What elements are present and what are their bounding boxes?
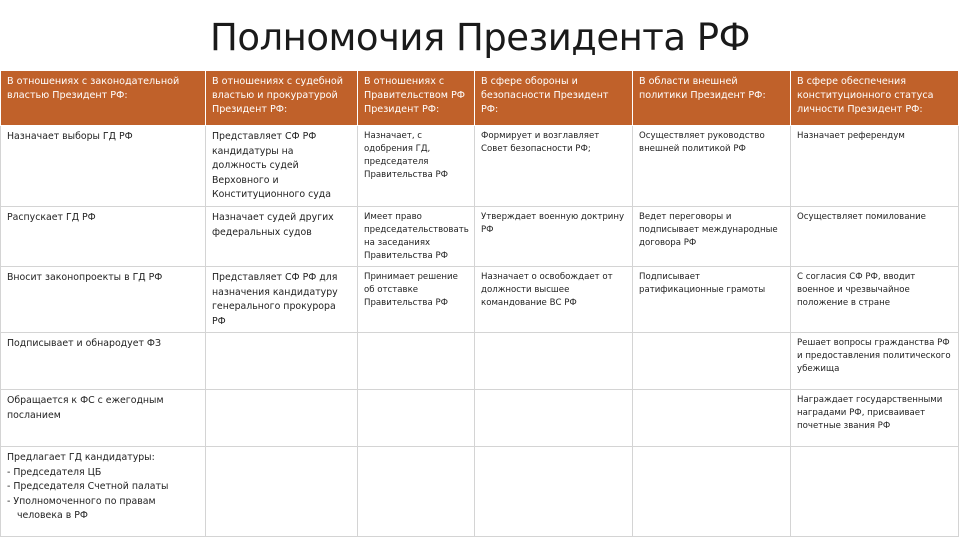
header-foreign-policy: В области внешней политики Президент РФ: (633, 71, 791, 126)
header-government: В отношениях с Правительством РФ Президент РФ: (358, 71, 475, 126)
table-cell: С согласия СФ РФ, вводит военное и чрезвычайное положение в стране (791, 267, 959, 333)
table-cell: Подписывает и обнародует ФЗ (1, 333, 206, 390)
table-cell (475, 333, 633, 390)
table-cell: Награждает государственными наградами РФ, присваивает почетные звания РФ (791, 390, 959, 447)
header-legislative: В отношениях с законодательной властью Президент РФ: (1, 71, 206, 126)
table-cell: Вносит законопроекты в ГД РФ (1, 267, 206, 333)
table-cell: Утверждает военную доктрину РФ (475, 207, 633, 267)
table-cell (633, 390, 791, 447)
header-defense: В сфере обороны и безопасности Президент РФ: (475, 71, 633, 126)
table-cell: Формирует и возглавляет Совет безопасности РФ; (475, 126, 633, 207)
table-cell: Представляет СФ РФ кандидатуры на должность судей Верховного и Конституционного суда (206, 126, 358, 207)
table-cell (475, 447, 633, 537)
table-cell: Имеет право председательствовать на заседаниях Правительства РФ (358, 207, 475, 267)
table-row (1, 267, 959, 333)
header-personal-status: В сфере обеспечения конституционного статуса личности Президент РФ: (791, 71, 959, 126)
table-cell: Назначает, с одобрения ГД, председателя Правительства РФ (358, 126, 475, 207)
table-cell: Назначает судей других федеральных судов (206, 207, 358, 267)
powers-table (0, 70, 959, 537)
table-cell (633, 333, 791, 390)
table-cell (206, 333, 358, 390)
candidates-intro: Предлагает ГД кандидатуры: (7, 452, 155, 463)
table-row (1, 390, 959, 447)
list-item: - Председателя ЦБ (7, 466, 199, 481)
table-cell: Решает вопросы гражданства РФ и предоставления политического убежища (791, 333, 959, 390)
table-cell: Назначает выборы ГД РФ (1, 126, 206, 207)
header-row (1, 71, 959, 126)
table-cell (358, 447, 475, 537)
header-judicial: В отношениях с судебной властью и прокуратурой Президент РФ: (206, 71, 358, 126)
candidates-list (7, 466, 199, 524)
table-cell: Назначает о освобождает от должности высшее командование ВС РФ (475, 267, 633, 333)
page-title: Полномочия Президента РФ (210, 16, 750, 59)
table-row (1, 333, 959, 390)
table-cell: Назначает референдум (791, 126, 959, 207)
table-cell (791, 447, 959, 537)
table-cell (358, 390, 475, 447)
table-cell: Представляет СФ РФ для назначения кандидатуру генерального прокурора РФ (206, 267, 358, 333)
table-cell: Осуществляет руководство внешней политикой РФ (633, 126, 791, 207)
table-row (1, 207, 959, 267)
table-row (1, 126, 959, 207)
table-cell: Принимает решение об отставке Правительства РФ (358, 267, 475, 333)
table-cell: Подписывает ратификационные грамоты (633, 267, 791, 333)
table-cell: Распускает ГД РФ (1, 207, 206, 267)
table-cell (475, 390, 633, 447)
table-cell-candidates (1, 447, 206, 537)
list-item: - Председателя Счетной палаты (7, 480, 199, 495)
table-cell (206, 390, 358, 447)
table-cell (206, 447, 358, 537)
table-cell: Ведет переговоры и подписывает международные договора РФ (633, 207, 791, 267)
table-cell (358, 333, 475, 390)
table-row (1, 447, 959, 537)
table-cell (633, 447, 791, 537)
table-cell: Обращается к ФС с ежегодным посланием (1, 390, 206, 447)
table-cell: Осуществляет помилование (791, 207, 959, 267)
list-item: - Уполномоченного по правам человека в РФ (7, 495, 199, 524)
